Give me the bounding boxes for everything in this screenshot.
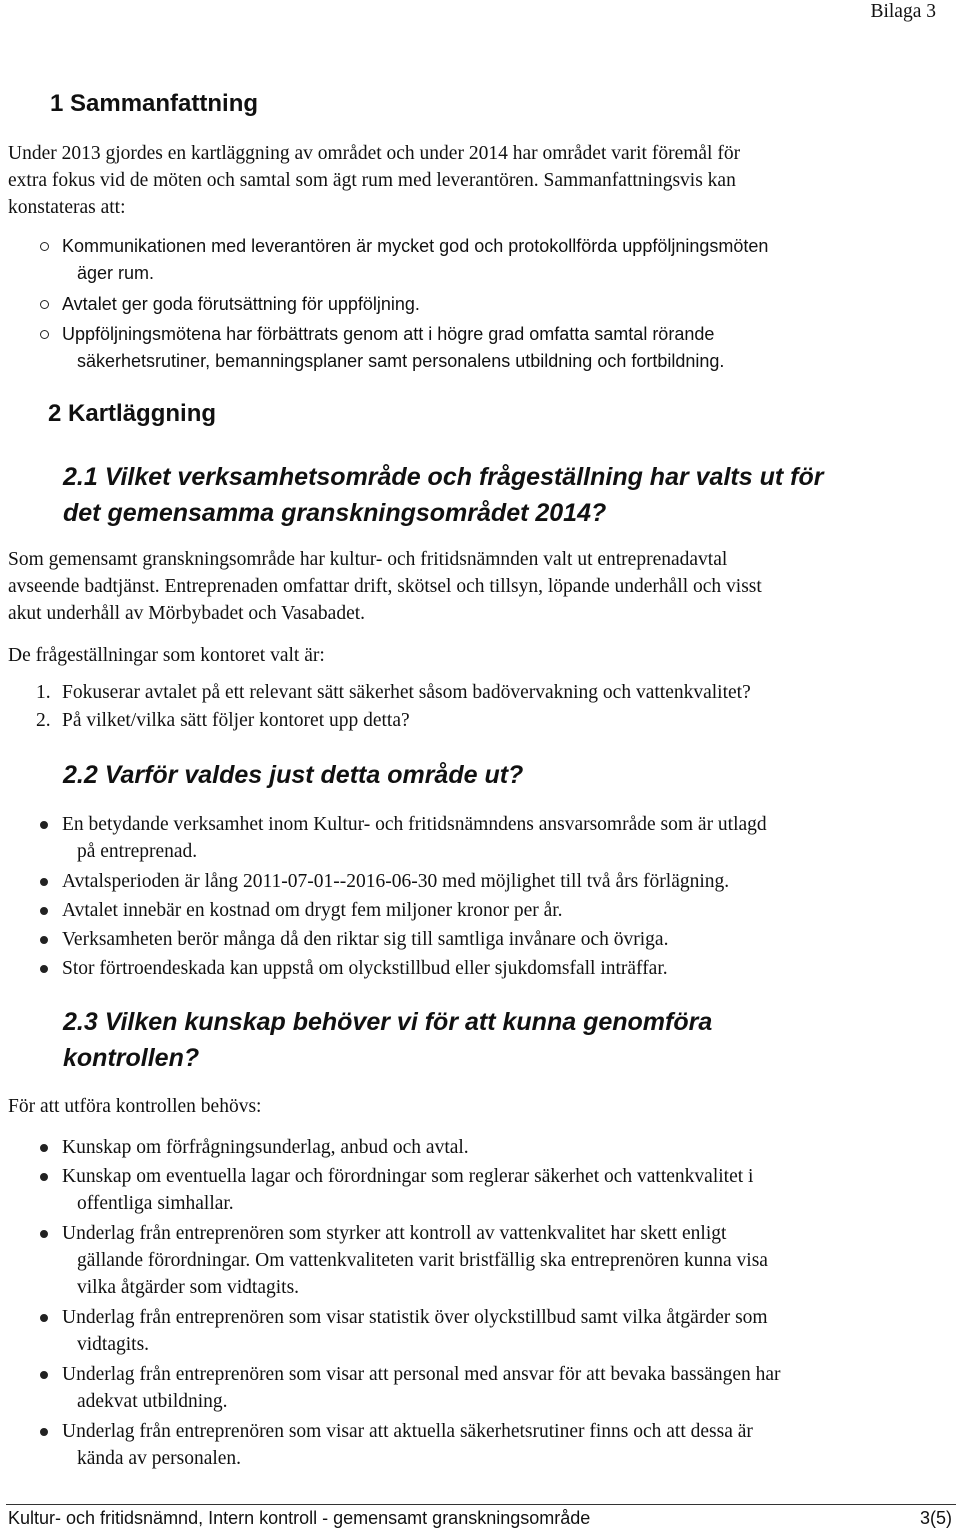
bullet-icon bbox=[40, 330, 49, 339]
list-item-text-cont: adekvat utbildning. bbox=[77, 1391, 228, 1412]
list-item-text: På vilket/vilka sätt följer kontoret upp detta? bbox=[62, 710, 410, 731]
list-item-text: Verksamheten berör många då den riktar sig till samtliga invånare och övriga. bbox=[62, 929, 669, 950]
list-item-text-cont: kända av personalen. bbox=[77, 1448, 242, 1469]
questions-intro: De frågeställningar som kontoret valt är: bbox=[8, 645, 325, 666]
summary-paragraph bbox=[8, 140, 740, 221]
list-item-text: En betydande verksamhet inom Kultur- och fritidsnämndens ansvarsområde som är utlagd bbox=[62, 814, 767, 835]
bullet-icon bbox=[40, 1230, 48, 1238]
list-item-text-cont: vilka åtgärder som vidtagits. bbox=[77, 1277, 300, 1298]
list-item-text: Uppföljningsmötena har förbättrats genom att i högre grad omfatta samtal rörande bbox=[62, 324, 715, 344]
list-item-text: Kunskap om förfrågningsunderlag, anbud och avtal. bbox=[62, 1137, 469, 1158]
subsection-2-2-heading: 2.2 Varför valdes just detta område ut? bbox=[63, 761, 524, 789]
list-item-text: Underlag från entreprenören som visar statistik över olyckstillbud samt vilka åtgärder som bbox=[62, 1307, 768, 1328]
list-item-text: Avtalet ger goda förutsättning för uppföljning. bbox=[62, 294, 420, 314]
bullet-icon bbox=[40, 878, 48, 886]
bullet-icon bbox=[40, 821, 48, 829]
list-item-text-cont: gällande förordningar. Om vattenkvaliteten varit bristfällig ska entreprenören kunna visa bbox=[77, 1250, 768, 1271]
list-item-text-cont: offentliga simhallar. bbox=[77, 1193, 234, 1214]
section-1-heading: 1 Sammanfattning bbox=[50, 90, 259, 117]
bullet-icon bbox=[40, 1371, 48, 1379]
list-item-text: Fokuserar avtalet på ett relevant sätt säkerhet såsom badövervakning och vattenkvalitet? bbox=[62, 682, 751, 703]
list-item-text: Underlag från entreprenören som visar att aktuella säkerhetsrutiner finns och att dessa är bbox=[62, 1421, 753, 1442]
list-item-text-cont: säkerhetsrutiner, bemanningsplaner samt personalens utbildning och fortbildning. bbox=[77, 351, 725, 371]
list-item-number: 1. bbox=[36, 682, 51, 703]
subsection-2-1-heading bbox=[63, 459, 823, 531]
bullet-icon bbox=[40, 242, 49, 251]
subsection-2-3-heading bbox=[63, 1004, 712, 1076]
list-item-text: Avtalsperioden är lång 2011-07-01--2016-06-30 med möjlighet till två års förlägning. bbox=[62, 871, 730, 892]
footer-divider bbox=[6, 1504, 956, 1505]
section-2-heading: 2 Kartläggning bbox=[48, 400, 217, 427]
list-item-text-cont: äger rum. bbox=[77, 263, 155, 283]
list-item-text-cont: på entreprenad. bbox=[77, 841, 198, 862]
summary-line-2: extra fokus vid de möten och samtal som ägt rum med leverantören. Sammanfattningsvis kan bbox=[8, 170, 736, 191]
page-header-label: Bilaga 3 bbox=[870, 1, 936, 22]
bullet-icon bbox=[40, 1173, 48, 1181]
bullet-icon bbox=[40, 965, 48, 973]
subsection-2-1-heading-line-2: det gemensamma granskningsområdet 2014? bbox=[63, 499, 607, 527]
bullet-icon bbox=[40, 1428, 48, 1436]
list-item-text: Stor förtroendeskada kan uppstå om olyckstillbud eller sjukdomsfall inträffar. bbox=[62, 958, 668, 979]
knowledge-intro: För att utföra kontrollen behövs: bbox=[8, 1096, 262, 1117]
list-item-text-cont: vidtagits. bbox=[77, 1334, 150, 1355]
scope-line-2: avseende badtjänst. Entreprenaden omfattar drift, skötsel och tillsyn, löpande underhåll och visst bbox=[8, 576, 762, 597]
list-item-text: Kunskap om eventuella lagar och förordningar som reglerar säkerhet och vattenkvalitet i bbox=[62, 1166, 754, 1187]
bullet-icon bbox=[40, 936, 48, 944]
subsection-2-3-heading-line-1: 2.3 Vilken kunskap behöver vi för att kunna genomföra bbox=[63, 1008, 713, 1036]
summary-line-3: konstateras att: bbox=[8, 197, 126, 218]
bullet-icon bbox=[40, 907, 48, 915]
scope-paragraph bbox=[8, 546, 762, 627]
footer-page-number: 3(5) bbox=[919, 1508, 952, 1528]
scope-line-1: Som gemensamt granskningsområde har kultur- och fritidsnämnden valt ut entreprenadavtal bbox=[8, 549, 728, 570]
summary-line-1: Under 2013 gjordes en kartläggning av området och under 2014 har området varit föremål för bbox=[8, 143, 741, 164]
list-item-number: 2. bbox=[36, 710, 51, 731]
bullet-icon bbox=[40, 300, 49, 309]
list-item-text: Avtalet innebär en kostnad om drygt fem miljoner kronor per år. bbox=[62, 900, 563, 921]
scope-line-3: akut underhåll av Mörbybadet och Vasabadet. bbox=[8, 603, 366, 624]
footer-left-text: Kultur- och fritidsnämnd, Intern kontroll - gemensamt granskningsområde bbox=[8, 1508, 591, 1528]
bullet-icon bbox=[40, 1314, 48, 1322]
list-item-text: Underlag från entreprenören som styrker att kontroll av vattenkvalitet har skett enligt bbox=[62, 1223, 727, 1244]
subsection-2-1-heading-line-1: 2.1 Vilket verksamhetsområde och frågeställning har valts ut för bbox=[63, 463, 824, 491]
subsection-2-3-heading-line-2: kontrollen? bbox=[63, 1044, 200, 1072]
bullet-icon bbox=[40, 1144, 48, 1152]
list-item-text: Underlag från entreprenören som visar att personal med ansvar för att bevaka bassängen har bbox=[62, 1364, 781, 1385]
list-item-text: Kommunikationen med leverantören är mycket god och protokollförda uppföljningsmöten bbox=[62, 236, 769, 256]
